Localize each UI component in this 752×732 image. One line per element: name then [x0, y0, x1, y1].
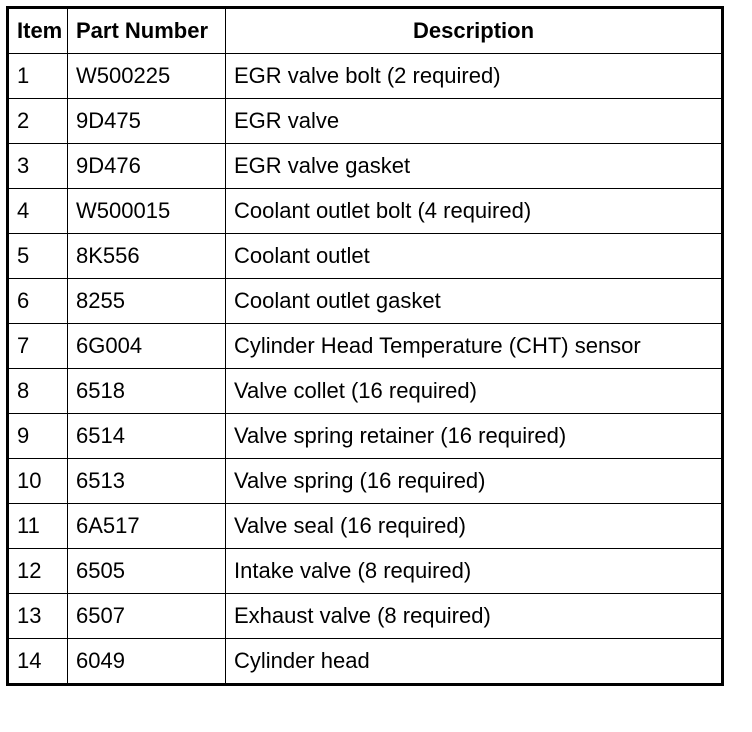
cell-description: Intake valve (8 required) — [226, 549, 723, 594]
table-body — [8, 54, 723, 685]
table-row — [8, 549, 723, 594]
table-row — [8, 144, 723, 189]
cell-description: Cylinder Head Temperature (CHT) sensor — [226, 324, 723, 369]
cell-part-number: 9D475 — [68, 99, 226, 144]
table-header — [8, 8, 723, 54]
cell-part-number: 6514 — [68, 414, 226, 459]
cell-item: 2 — [8, 99, 68, 144]
cell-item: 1 — [8, 54, 68, 99]
cell-item: 8 — [8, 369, 68, 414]
cell-part-number: 6A517 — [68, 504, 226, 549]
cell-part-number: 6518 — [68, 369, 226, 414]
cell-item: 13 — [8, 594, 68, 639]
table-row — [8, 99, 723, 144]
parts-table — [6, 6, 724, 686]
table-row — [8, 189, 723, 234]
cell-item: 9 — [8, 414, 68, 459]
cell-description: Valve collet (16 required) — [226, 369, 723, 414]
cell-description: Coolant outlet bolt (4 required) — [226, 189, 723, 234]
cell-item: 7 — [8, 324, 68, 369]
cell-description: EGR valve bolt (2 required) — [226, 54, 723, 99]
cell-description: EGR valve — [226, 99, 723, 144]
cell-part-number: 6507 — [68, 594, 226, 639]
table-row — [8, 639, 723, 685]
header-item: Item — [8, 8, 68, 54]
cell-description: Valve seal (16 required) — [226, 504, 723, 549]
table-row — [8, 54, 723, 99]
cell-item: 12 — [8, 549, 68, 594]
header-row — [8, 8, 723, 54]
cell-item: 4 — [8, 189, 68, 234]
cell-description: EGR valve gasket — [226, 144, 723, 189]
cell-description: Cylinder head — [226, 639, 723, 685]
cell-description: Exhaust valve (8 required) — [226, 594, 723, 639]
cell-part-number: W500225 — [68, 54, 226, 99]
cell-part-number: 8255 — [68, 279, 226, 324]
table-row — [8, 234, 723, 279]
cell-part-number: 9D476 — [68, 144, 226, 189]
table-row — [8, 324, 723, 369]
cell-part-number: 6G004 — [68, 324, 226, 369]
cell-item: 10 — [8, 459, 68, 504]
cell-item: 14 — [8, 639, 68, 685]
cell-part-number: 8K556 — [68, 234, 226, 279]
cell-description: Coolant outlet gasket — [226, 279, 723, 324]
header-part-number: Part Number — [68, 8, 226, 54]
cell-item: 11 — [8, 504, 68, 549]
table-row — [8, 279, 723, 324]
cell-item: 3 — [8, 144, 68, 189]
table-row — [8, 504, 723, 549]
cell-part-number: 6049 — [68, 639, 226, 685]
cell-description: Valve spring retainer (16 required) — [226, 414, 723, 459]
table-row — [8, 594, 723, 639]
table-row — [8, 369, 723, 414]
table-row — [8, 414, 723, 459]
cell-item: 5 — [8, 234, 68, 279]
cell-item: 6 — [8, 279, 68, 324]
cell-description: Valve spring (16 required) — [226, 459, 723, 504]
cell-part-number: 6505 — [68, 549, 226, 594]
table-row — [8, 459, 723, 504]
cell-part-number: 6513 — [68, 459, 226, 504]
header-description: Description — [226, 8, 723, 54]
cell-description: Coolant outlet — [226, 234, 723, 279]
cell-part-number: W500015 — [68, 189, 226, 234]
